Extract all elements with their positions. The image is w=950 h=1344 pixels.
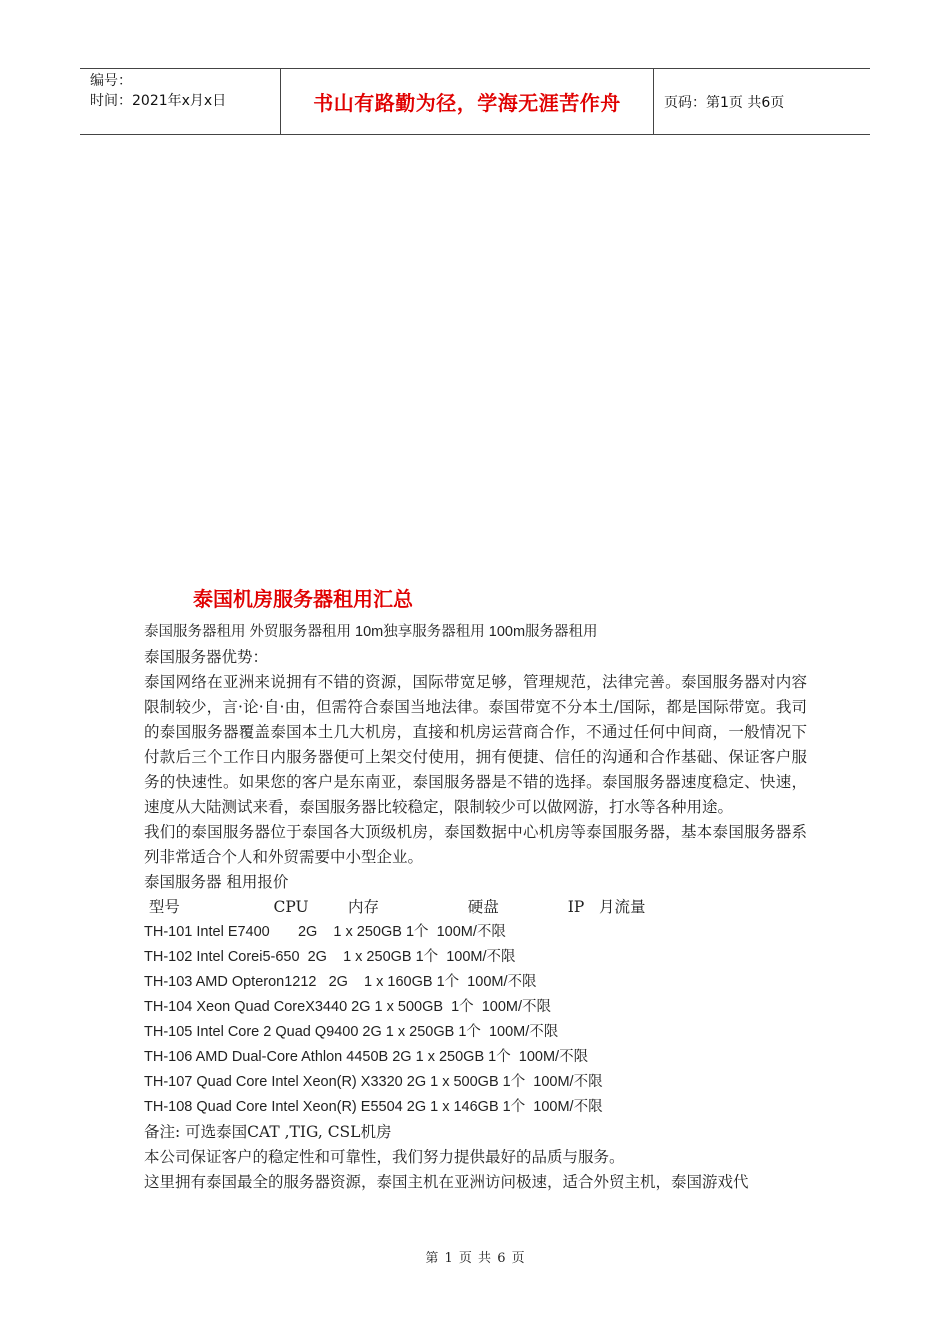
remark-line: 备注: 可选泰国CAT ,TIG, CSL机房 [144,1123,392,1141]
server-row: TH-102 Intel Corei5-650 2G 1 x 250GB 1个 100M/不限 [144,949,516,965]
spec-table-header: 型号 CPU 内存 硬盘 IP 月流量 [144,898,646,916]
header-meta [80,69,281,134]
keywords-line: 泰国服务器租用 外贸服务器租用 10m独享服务器租用 100m服务器租用 [144,624,598,640]
header-motto: 书山有路勤为径，学海无涯苦作舟 [281,69,654,134]
server-row: TH-106 AMD Dual-Core Athlon 4450B 2G 1 x 250GB 1个 100M/不限 [144,1049,589,1065]
server-row: TH-108 Quad Core Intel Xeon(R) E5504 2G 1 x 146GB 1个 100M/不限 [144,1099,603,1115]
server-row: TH-104 Xeon Quad CoreX3440 2G 1 x 500GB 1个 100M/不限 [144,999,552,1015]
header-page-info: 页码：第1页 共6页 [664,94,785,111]
location-paragraph: 我们的泰国服务器位于泰国各大顶级机房，泰国数据中心机房等泰国服务器，基本泰国服务器系列非常适合个人和外贸需要中小型企业。 [144,823,807,866]
page-footer: 第 1 页 共 6 页 [425,1251,525,1266]
document-number-label: 编号： [90,73,132,89]
guarantee-line: 本公司保证客户的稳定性和可靠性，我们努力提供最好的品质与服务。 [144,1148,625,1166]
page-header [80,68,870,135]
closing-line: 这里拥有泰国最全的服务器资源，泰国主机在亚洲访问极速，适合外贸主机，泰国游戏代 [144,1173,749,1191]
advantages-paragraph: 泰国网络在亚洲来说拥有不错的资源，国际带宽足够，管理规范，法律完善。泰国服务器对内容限制较少，言·论·自·由，但需符合泰国当地法律。泰国带宽不分本土/国际，都是国际带宽。我司的泰国服务器覆盖泰国本土几大机房，直接和机房运营商合作，不通过任何中间商，一般情况下付款后三个工作日内服务器便可上架交付使用，拥有便捷、信任的沟通和合作基础、保证客户服务的快速性。如果您的客户是东南亚，泰国服务器是不错的选择。泰国服务器速度稳定、快速，速度从大陆测试来看，泰国服务器比较稳定，限制较少可以做网游，打水等各种用途。 [144,673,807,816]
document-time-label: 时间：2021年x月x日 [90,93,227,109]
server-row: TH-103 AMD Opteron1212 2G 1 x 160GB 1个 100M/不限 [144,974,537,990]
document-body [144,620,807,1195]
server-row: TH-107 Quad Core Intel Xeon(R) X3320 2G 1 x 500GB 1个 100M/不限 [144,1074,603,1090]
server-row: TH-105 Intel Core 2 Quad Q9400 2G 1 x 250GB 1个 100M/不限 [144,1024,559,1040]
pricing-heading: 泰国服务器 租用报价 [144,873,289,891]
advantages-heading: 泰国服务器优势： [144,648,269,666]
document-title: 泰国机房服务器租用汇总 [193,587,413,611]
server-row: TH-101 Intel E7400 2G 1 x 250GB 1个 100M/不限 [144,924,506,940]
server-list [144,920,807,1120]
